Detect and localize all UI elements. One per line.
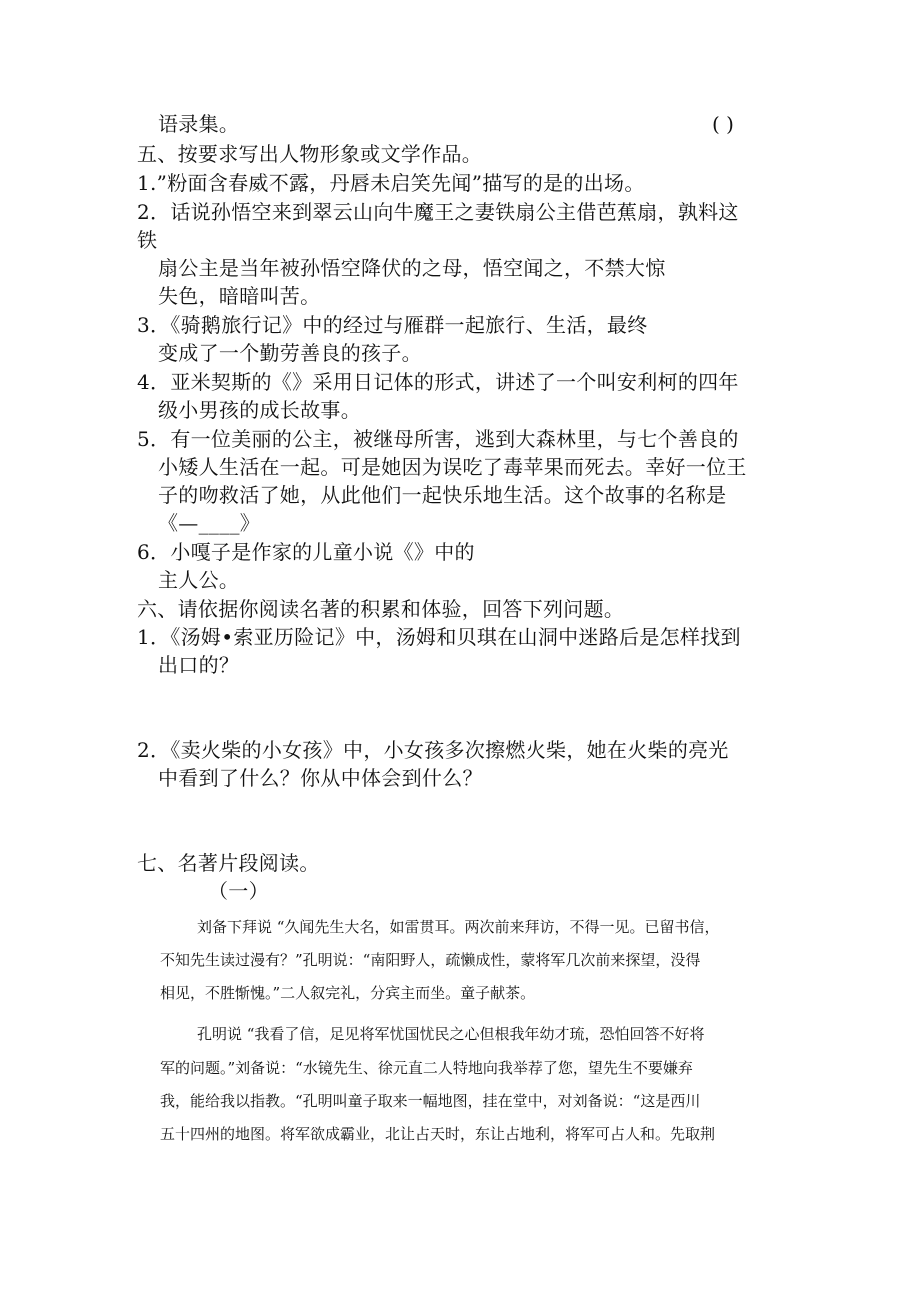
question-5-3: 3．《骑鹅旅行记》中的经过与雁群一起旅行、生活，最终 [137, 313, 648, 337]
question-5-1: 1.”粉面含春威不露，丹唇未启笑先闻”描写的是的出场。 [137, 171, 645, 195]
question-6-1: 1．《汤姆•索亚历险记》中，汤姆和贝琪在山洞中迷路后是怎样找到 [137, 625, 741, 649]
text-line: 语录集。 [158, 112, 240, 136]
passage-line: 五十四州的地图。将军欲成霸业，北让占天时，东让占地利，将军可占人和。先取荆 [160, 1125, 716, 1143]
subsection-heading: （一） [208, 879, 269, 903]
passage-line: 军的问题。”刘备说：“水镜先生、徐元直二人特地向我举荐了您，望先生不要嫌弃 [160, 1059, 693, 1077]
question-5-2: 2．话说孙悟空来到翠云山向牛魔王之妻铁扇公主借芭蕉扇，孰料这 [137, 200, 739, 224]
text-line: 出口的？ [158, 653, 240, 677]
answer-parentheses: ( ) [712, 112, 734, 136]
text-line: 《—____》 [158, 511, 261, 535]
text-line: 扇公主是当年被孙悟空降伏的之母，悟空闻之，不禁大惊 [158, 256, 666, 280]
text-line: 级小男孩的成长故事。 [158, 398, 361, 422]
question-5-6: 6．小嘎子是作家的儿童小说《》中的 [137, 540, 475, 564]
text-line: 中看到了什么？你从中体会到什么？ [158, 766, 483, 790]
section-heading-5: 五、按要求写出人物形象或文学作品。 [137, 142, 483, 166]
text-line: 主人公。 [158, 568, 240, 592]
question-5-5: 5．有一位美丽的公主，被继母所害，逃到大森林里，与七个善良的 [137, 427, 739, 451]
passage-line: 我，能给我以指教。“孔明叫童子取来一幅地图，挂在堂中，对刘备说：“这是西川 [160, 1092, 701, 1110]
text-line: 小矮人生活在一起。可是她因为误吃了毒苹果而死去。幸好一位王 [158, 455, 747, 479]
section-heading-6: 六、请依据你阅读名著的积累和体验，回答下列问题。 [137, 597, 625, 621]
section-heading-7: 七、名著片段阅读。 [137, 851, 320, 875]
passage-line: 相见，不胜惭愧。”二人叙完礼，分宾主而坐。童子献茶。 [160, 984, 536, 1002]
passage-line: 刘备下拜说 “久闻先生大名，如雷贯耳。两次前来拜访，不得一见。已留书信， [197, 918, 720, 936]
passage-line: 不知先生读过漫有？”孔明说：“南阳野人，疏懒成性，蒙将军几次前来探望，没得 [160, 951, 701, 969]
passage-line: 孔明说 “我看了信，足见将军忧国忧民之心但根我年幼才琉，恐怕回答不好将 [197, 1025, 705, 1043]
question-6-2: 2．《卖火柴的小女孩》中，小女孩多次擦燃火柴，她在火柴的亮光 [137, 738, 729, 762]
text-line: 铁 [137, 228, 158, 252]
question-5-4: 4．亚米契斯的《》采用日记体的形式，讲述了一个叫安利柯的四年 [137, 370, 739, 394]
text-line: 失色，暗暗叫苦。 [158, 284, 321, 308]
text-line: 变成了一个勤劳善良的孩子。 [158, 341, 422, 365]
text-line: 子的吻救活了她，从此他们一起快乐地生活。这个故事的名称是 [158, 483, 727, 507]
